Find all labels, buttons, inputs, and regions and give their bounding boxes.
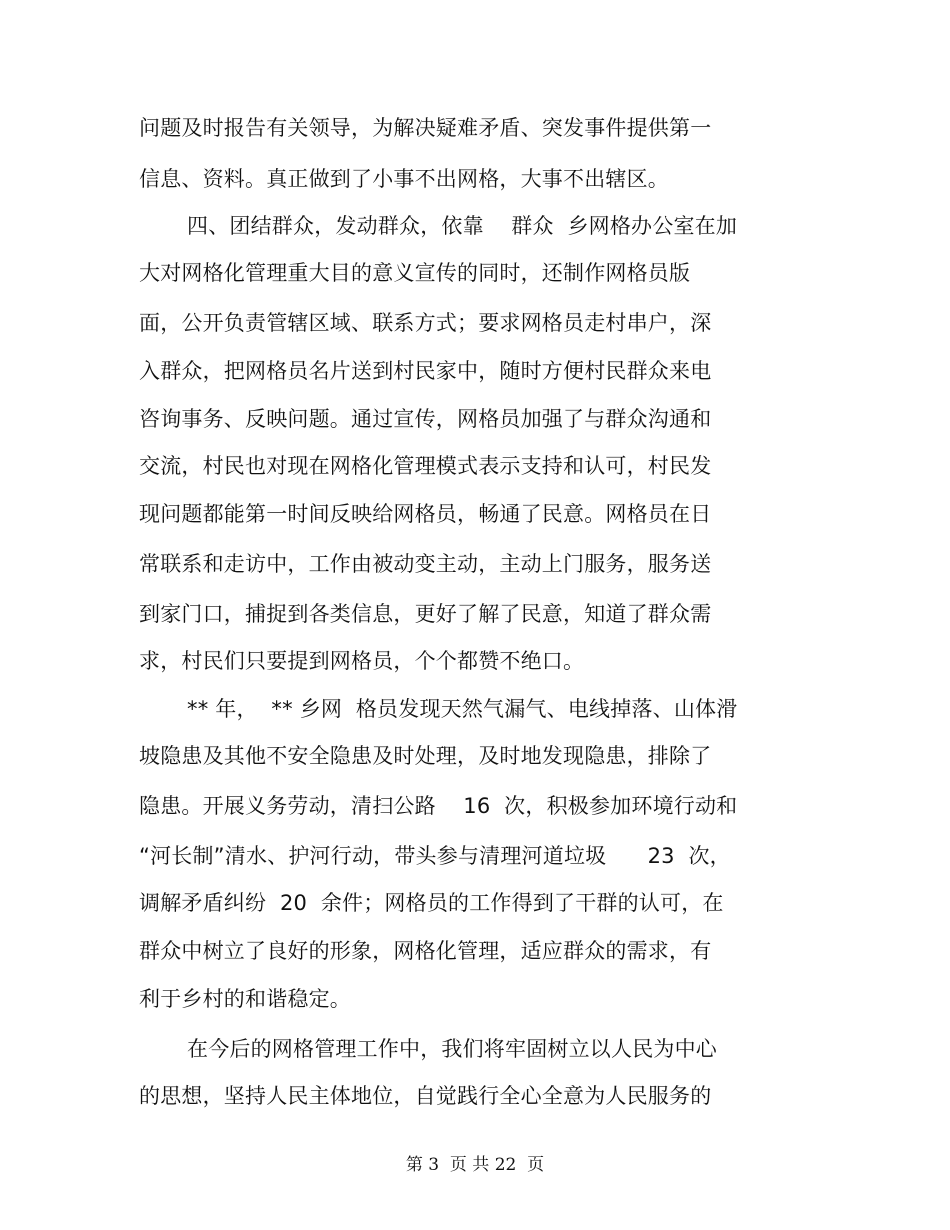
text-line: 隐患。开展义务劳动，清扫公路 16 次，积极参加环境行动和 xyxy=(139,794,738,818)
page-number-footer: 第 3 页 共 22 页 xyxy=(405,1155,545,1175)
text-line: 信息、资料。真正做到了小事不出网格，大事不出辖区。 xyxy=(139,167,669,191)
text-line: 现问题都能第一时间反映给网格员，畅通了民意。网格员在日 xyxy=(139,502,712,526)
text-line: 交流，村民也对现在网格化管理模式表示支持和认可，村民发 xyxy=(139,454,712,478)
text-line: 到家门口，捕捉到各类信息，更好了解了民意，知道了群众需 xyxy=(139,602,712,626)
text-line: 问题及时报告有关领导，为解决疑难矛盾、突发事件提供第一 xyxy=(139,116,712,140)
text-line: 群众中树立了良好的形象，网格化管理，适应群众的需求，有 xyxy=(139,939,712,963)
text-line: 利于乡村的和谐稳定。 xyxy=(139,987,351,1011)
text-line: 求，村民们只要提到网格员，个个都赞不绝口。 xyxy=(139,649,585,673)
text-line: 四、团结群众，发动群众，依靠 群众 乡网格办公室在加 xyxy=(187,214,738,238)
text-line: 的思想，坚持人民主体地位，自觉践行全心全意为人民服务的 xyxy=(139,1084,712,1108)
text-line: 入群众，把网格员名片送到村民家中，随时方便村民群众来电 xyxy=(139,359,712,383)
text-line: 大对网格化管理重大目的意义宣传的同时，还制作网格员版 xyxy=(139,261,691,285)
text-line: 常联系和走访中，工作由被动变主动，主动上门服务，服务送 xyxy=(139,552,712,576)
text-line: 坡隐患及其他不安全隐患及时处理，及时地发现隐患，排除了 xyxy=(139,744,712,768)
text-line: 咨询事务、反映问题。通过宣传，网格员加强了与群众沟通和 xyxy=(139,407,712,431)
text-line: 调解矛盾纠纷 20 余件；网格员的工作得到了干群的认可，在 xyxy=(139,891,724,915)
text-line: 面，公开负责管辖区域、联系方式；要求网格员走村串户，深 xyxy=(139,311,712,335)
text-line: 在今后的网格管理工作中，我们将牢固树立以人民为中心 xyxy=(187,1037,717,1061)
text-line: “河长制”清水、护河行动，带头参与清理河道垃圾 23 次， xyxy=(139,844,731,868)
text-line: ** 年， ** 乡网 格员发现天然气漏气、电线掉落、山体滑 xyxy=(187,697,738,721)
